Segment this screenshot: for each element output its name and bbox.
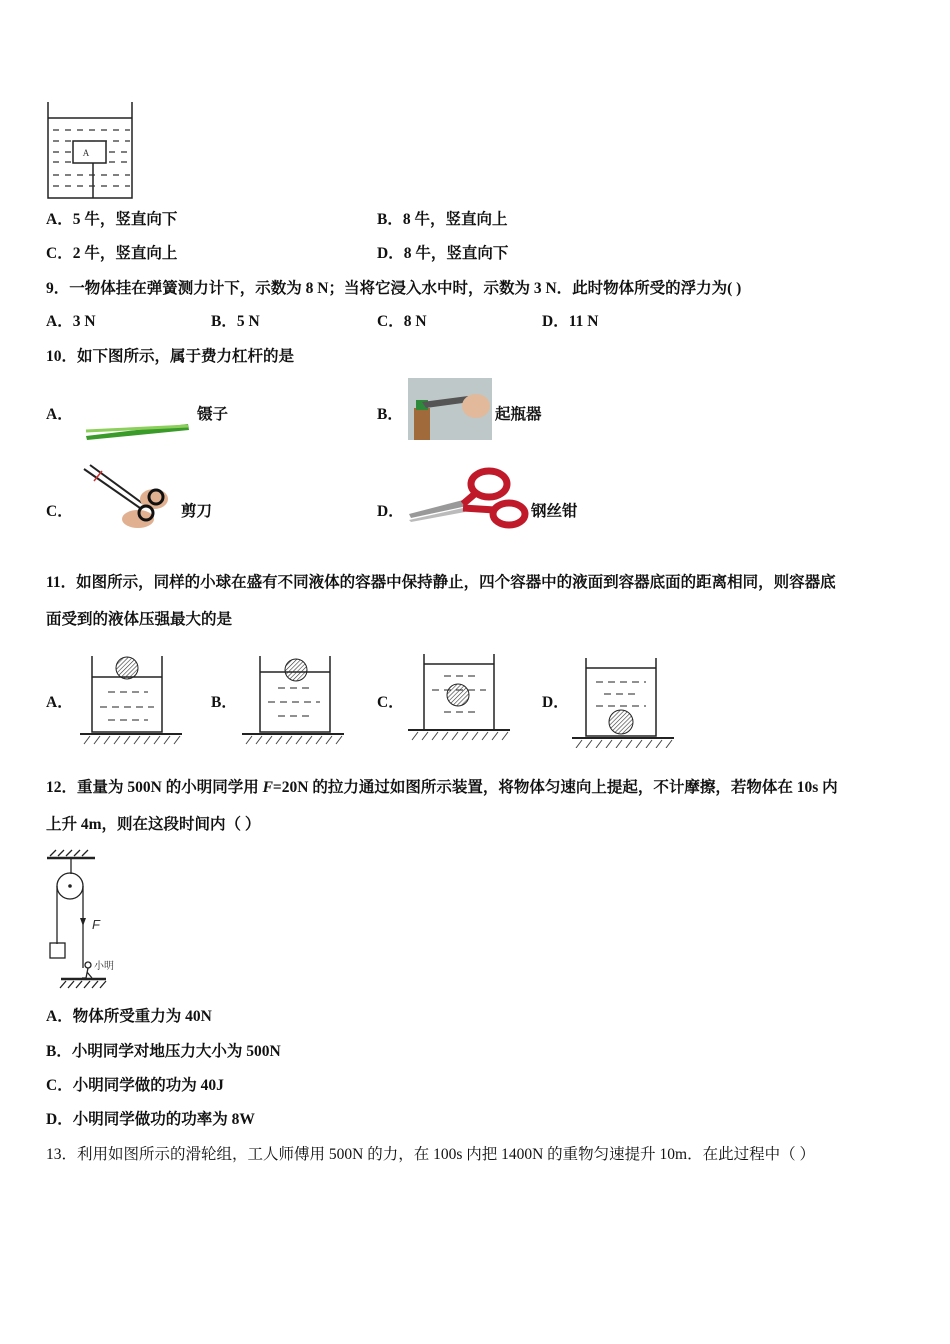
- pliers-image: [405, 462, 530, 532]
- q11-figure-b: [240, 652, 346, 746]
- q11-stem-line1: 11．如图所示，同样的小球在盛有不同液体的容器中保持静止，四个容器中的液面到容器底面的距离相同，则容器底: [46, 574, 836, 591]
- bottle-opener-image: [408, 378, 492, 440]
- q10-option-a-label[interactable]: A．: [46, 406, 73, 423]
- q9-option-c[interactable]: C．8 N: [377, 313, 427, 330]
- q10-stem: 10．如下图所示，属于费力杠杆的是: [46, 348, 295, 365]
- q8-option-c[interactable]: C．2 牛，竖直向上: [46, 245, 178, 262]
- scissors-image: [80, 463, 180, 531]
- q12-stem-line1: 12．重量为 500N 的小明同学用 F=20N 的拉力通过如图所示装置，将物体匀速向上提起，不计摩擦，若物体在 10s 内: [46, 779, 838, 796]
- q8-container-figure: [45, 100, 137, 200]
- q13-stem: 13．利用如图所示的滑轮组，工人师傅用 500N 的力，在 100s 内把 1400N 的重物匀速提升 10m．在此过程中（ ）: [46, 1146, 815, 1163]
- q12-option-c[interactable]: C．小明同学做的功为 40J: [46, 1077, 224, 1094]
- q12-force-label: F: [92, 917, 100, 932]
- q11-figure-a: [78, 652, 184, 746]
- q9-option-a[interactable]: A．3 N: [46, 313, 96, 330]
- q12-option-b[interactable]: B．小明同学对地压力大小为 500N: [46, 1043, 281, 1060]
- tweezers-image: [83, 418, 193, 444]
- q11-option-d-label[interactable]: D．: [542, 694, 569, 711]
- q8-option-d[interactable]: D．8 牛，竖直向下: [377, 245, 509, 262]
- q12-option-d[interactable]: D．小明同学做功的功率为 8W: [46, 1111, 255, 1128]
- q10-option-d-text: 钢丝钳: [531, 503, 578, 520]
- q11-figure-d: [570, 654, 676, 748]
- q10-option-b-label[interactable]: B．: [377, 406, 403, 423]
- q8-option-a[interactable]: A．5 牛，竖直向下: [46, 211, 178, 228]
- q9-option-d[interactable]: D．11 N: [542, 313, 599, 330]
- q9-option-b[interactable]: B．5 N: [211, 313, 260, 330]
- q11-option-c-label[interactable]: C．: [377, 694, 404, 711]
- q11-option-b-label[interactable]: B．: [211, 694, 237, 711]
- q8-block-label: A: [82, 148, 90, 158]
- q10-option-a-text: 镊子: [197, 406, 229, 423]
- q12-stem-line2: 上升 4m，则在这段时间内（ ）: [46, 816, 261, 833]
- q12-option-a[interactable]: A．物体所受重力为 40N: [46, 1008, 212, 1025]
- q12-pulley-figure: [40, 846, 140, 992]
- q8-option-b[interactable]: B．8 牛，竖直向上: [377, 211, 508, 228]
- q10-option-d-label[interactable]: D．: [377, 503, 404, 520]
- q9-stem: 9．一物体挂在弹簧测力计下，示数为 8 N；当将它浸入水中时，示数为 3 N．此时物体所受的浮力为( ): [46, 280, 742, 297]
- q10-option-c-text: 剪刀: [181, 503, 213, 520]
- q11-stem-line2: 面受到的液体压强最大的是: [46, 611, 233, 628]
- q12-person-label: 小明: [94, 961, 114, 972]
- q10-option-b-text: 起瓶器: [495, 406, 542, 423]
- q11-option-a-label[interactable]: A．: [46, 694, 73, 711]
- q10-option-c-label[interactable]: C．: [46, 503, 73, 520]
- q11-figure-c: [406, 650, 512, 744]
